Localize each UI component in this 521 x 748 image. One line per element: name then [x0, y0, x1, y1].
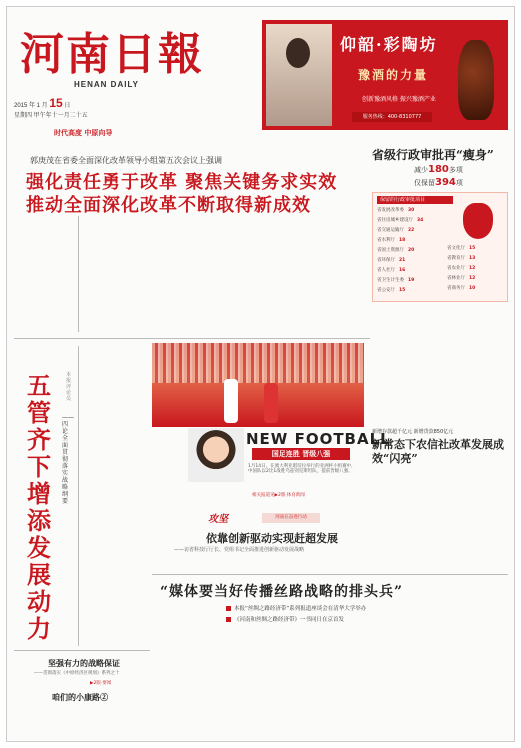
infobox-row: 省林业厅 12: [447, 276, 476, 281]
stadium-crowd: [152, 343, 364, 383]
newspaper-logo: 河南日報: [20, 29, 204, 80]
hand-stamp-icon: [463, 203, 493, 239]
strategy-subtitle: ——贯彻落实《中原经济区规划》系列之十: [34, 671, 120, 676]
infobox-row: 省国土资源厅 20: [377, 248, 415, 253]
infobox-row: 省住房城乡建设厅 34: [377, 218, 424, 223]
infobox-row: 省卫生计生委 19: [377, 278, 415, 283]
lead-headline-1[interactable]: 强化责任勇于改革 聚焦关键务求实效: [26, 172, 338, 193]
infobox-row: 省发展改革委 30: [377, 208, 415, 213]
ad-hotline: 服务热线：400-8310777: [352, 112, 432, 122]
ad-title: 仰韶·彩陶坊: [340, 35, 438, 54]
weekday: 星期四 甲午年十一月二十五: [14, 113, 88, 119]
football-title: NEW FOOTBALL: [246, 430, 391, 448]
infobox-row: 省环保厅 21: [377, 258, 406, 263]
infobox-row: 省人社厅 16: [377, 268, 406, 273]
commentary-headline[interactable]: 五管齐下增添发展动力: [27, 371, 51, 643]
approval-reduced: 减少180多项: [414, 164, 463, 175]
dateline: [14, 96, 252, 126]
player-figure: [224, 379, 238, 423]
bullet-square-icon: [226, 617, 231, 622]
newnormal-headline[interactable]: 新常态下农信社改革发展成效“闪亮”: [372, 438, 504, 465]
lead-headline-2[interactable]: 推动全面深化改革不断取得新成效: [26, 195, 311, 216]
column-seal: 攻坚: [208, 514, 228, 525]
liquor-bottle-image: [458, 40, 494, 120]
commentary-author: 本报评论员: [66, 372, 72, 402]
innovation-headline[interactable]: 依靠创新驱动实现赶超发展: [206, 532, 338, 545]
approval-retained: 仅保留394项: [414, 177, 463, 188]
silk-road-sub-2: 《河南和丝绸之路经济带》一书同日在京首发: [226, 615, 344, 623]
fan-portrait: [188, 428, 244, 482]
ad-subtitle: 豫酒的力量: [358, 68, 429, 82]
infobox-row: 省商务厅 10: [447, 286, 476, 291]
player-figure: [264, 383, 278, 423]
bullet-square-icon: [226, 606, 231, 611]
infobox-row: 省公安厅 15: [377, 288, 406, 293]
strategy-link[interactable]: ▶2版·要闻: [90, 681, 112, 686]
commentary-subtitle: ——四论全面贯彻落实战略纲要: [62, 414, 74, 505]
innovation-subtitle: ——访省科技厅厅长、党组书记全面推进创新驱动发展战略: [174, 547, 305, 553]
section-rule: [14, 338, 370, 339]
lead-body-column: [80, 216, 140, 334]
section-rule: [152, 574, 508, 575]
infobox-row: 省文化厅 15: [447, 246, 476, 251]
ad-portrait: [266, 24, 332, 126]
column-seal-sub: 河南在奋进行动: [262, 513, 320, 523]
football-photo[interactable]: [152, 343, 364, 427]
lead-kicker: 郭庚茂在省委全面深化改革领导小组第五次会议上强调: [30, 156, 222, 165]
xiaokang-headline[interactable]: 咱们的小康路②: [52, 692, 108, 702]
infobox-title: 保留的行政审批项目: [377, 196, 453, 204]
strategy-headline[interactable]: 坚强有力的战略保证: [48, 658, 120, 668]
football-banner: 国足连胜 晋级八强: [252, 448, 350, 460]
date-suffix: 日: [64, 103, 71, 109]
date-day: 15: [49, 96, 63, 110]
infobox-row: 省农业厅 12: [447, 266, 476, 271]
liquor-advertisement[interactable]: [262, 20, 508, 130]
date-prefix: 2015 年 1 月: [14, 103, 48, 109]
column-rule: [78, 346, 79, 646]
infobox-row: 省水利厅 18: [377, 238, 406, 243]
lead-body-column: [16, 216, 76, 334]
silk-road-sub-1: 本报“丝绸之路经济带”系列报道座谈会在清华大学举办: [226, 604, 366, 612]
infobox-row: 省交通运输厅 22: [377, 228, 415, 233]
slogan: 时代高度 中原向导: [54, 129, 113, 137]
column-rule: [78, 216, 79, 332]
ad-tagline: 创新豫酒风格 振兴豫酒产业: [362, 96, 436, 103]
newnormal-kicker: 新增存款超千亿元 新增贷款850亿元: [372, 429, 454, 435]
approval-infobox: [372, 192, 508, 302]
photo-related-link[interactable]: 相关报道见▶2版·体育新闻: [252, 493, 305, 498]
photo-caption: 1月14日，在澳大利亚堪培拉举行的亚洲杯小组赛中，中国队以2比1战胜乌兹别克斯坦队，提前晋级八强。: [248, 464, 356, 475]
newspaper-english-name: HENAN DAILY: [74, 80, 139, 89]
infobox-row: 省教育厅 13: [447, 256, 476, 261]
section-rule: [14, 650, 150, 651]
approval-headline[interactable]: 省级行政审批再“瘦身”: [372, 148, 494, 162]
silk-road-headline[interactable]: “媒体要当好传播丝路战略的排头兵”: [160, 584, 404, 600]
